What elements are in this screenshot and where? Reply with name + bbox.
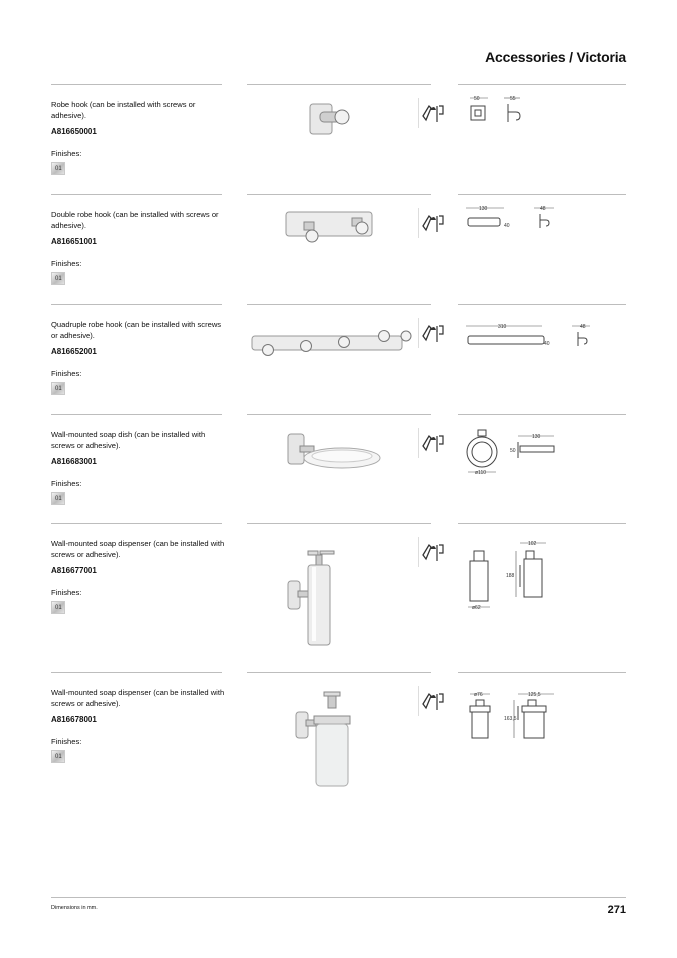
soap-dispenser-photo — [286, 547, 358, 651]
divider — [247, 304, 431, 305]
product-description: Double robe hook (can be installed with screws or adhesive). — [51, 210, 219, 230]
finishes-label: Finishes: — [51, 369, 82, 378]
install-icon — [418, 686, 446, 716]
product-row — [0, 194, 677, 304]
quadruple-robe-hook-photo — [248, 322, 414, 362]
finish-swatch: 01 — [51, 601, 65, 614]
product-description: Wall-mounted soap dispenser (can be installed with screws or adhesive). — [51, 539, 225, 559]
divider — [51, 84, 222, 85]
dimension-drawing — [462, 312, 626, 352]
dimension-drawing — [462, 531, 572, 615]
divider — [247, 414, 431, 415]
divider — [458, 523, 626, 524]
divider — [51, 194, 222, 195]
divider — [51, 523, 222, 524]
product-code: A816650001 — [51, 127, 97, 136]
dim-label: 40 — [544, 341, 550, 347]
divider — [247, 523, 431, 524]
install-icon — [418, 428, 446, 458]
product-row — [0, 672, 677, 782]
product-row — [0, 523, 677, 633]
finishes-label: Finishes: — [51, 149, 82, 158]
dimension-drawing — [462, 202, 572, 242]
product-row — [0, 414, 677, 524]
finish-swatch: 01 — [51, 492, 65, 505]
dim-label: 48 — [540, 206, 546, 212]
divider — [458, 672, 626, 673]
finishes-label: Finishes: — [51, 259, 82, 268]
dim-label: 50 — [474, 96, 480, 102]
divider — [51, 414, 222, 415]
dim-label: 125,5 — [528, 692, 541, 698]
divider — [51, 672, 222, 673]
dimension-drawing — [462, 422, 572, 486]
dimensions-note: Dimensions in mm. — [51, 905, 98, 911]
install-icon — [418, 208, 446, 238]
finish-swatch: 01 — [51, 162, 65, 175]
page-title: Accessories / Victoria — [485, 49, 626, 65]
dim-label: 48 — [580, 324, 586, 330]
product-description: Wall-mounted soap dish (can be installed with screws or adhesive). — [51, 430, 206, 450]
divider — [247, 194, 431, 195]
footer-divider — [51, 897, 626, 898]
product-code: A816678001 — [51, 715, 97, 724]
product-code: A816651001 — [51, 237, 97, 246]
dim-label: 130 — [532, 434, 541, 440]
double-robe-hook-photo — [282, 208, 382, 248]
product-code: A816683001 — [51, 457, 97, 466]
dim-label: 163,5 — [504, 716, 517, 722]
dim-label: 130 — [479, 206, 488, 212]
product-row — [0, 304, 677, 414]
divider — [247, 672, 431, 673]
finishes-label: Finishes: — [51, 588, 82, 597]
dim-label: ø62 — [472, 605, 481, 611]
divider — [458, 84, 626, 85]
product-code: A816677001 — [51, 566, 97, 575]
product-description: Quadruple robe hook (can be installed with screws or adhesive). — [51, 320, 222, 340]
finishes-label: Finishes: — [51, 737, 82, 746]
robe-hook-photo — [300, 98, 360, 142]
product-description: Robe hook (can be installed with screws or adhesive). — [51, 100, 196, 120]
finish-swatch: 01 — [51, 272, 65, 285]
dim-label: 55 — [510, 96, 516, 102]
soap-dish-photo — [284, 430, 384, 478]
dim-label: 50 — [510, 448, 516, 454]
glass-soap-dispenser-photo — [294, 690, 362, 790]
page-number: 271 — [607, 904, 626, 916]
dim-label: 188 — [506, 573, 515, 579]
divider — [51, 304, 222, 305]
dim-label: 102 — [528, 541, 537, 547]
dimension-drawing — [462, 92, 542, 132]
divider — [458, 304, 626, 305]
install-icon — [418, 98, 446, 128]
divider — [458, 194, 626, 195]
divider — [458, 414, 626, 415]
finish-swatch: 01 — [51, 750, 65, 763]
dim-label: 40 — [504, 223, 510, 229]
dim-label: ø110 — [475, 470, 487, 476]
finishes-label: Finishes: — [51, 479, 82, 488]
divider — [247, 84, 431, 85]
finish-swatch: 01 — [51, 382, 65, 395]
product-code: A816652001 — [51, 347, 97, 356]
install-icon — [418, 318, 446, 348]
dim-label: 310 — [498, 324, 507, 330]
install-icon — [418, 537, 446, 567]
dim-label: ø76 — [474, 692, 483, 698]
product-description: Wall-mounted soap dispenser (can be installed with screws or adhesive). — [51, 688, 225, 708]
dimension-drawing — [462, 680, 572, 744]
product-row — [0, 84, 677, 194]
